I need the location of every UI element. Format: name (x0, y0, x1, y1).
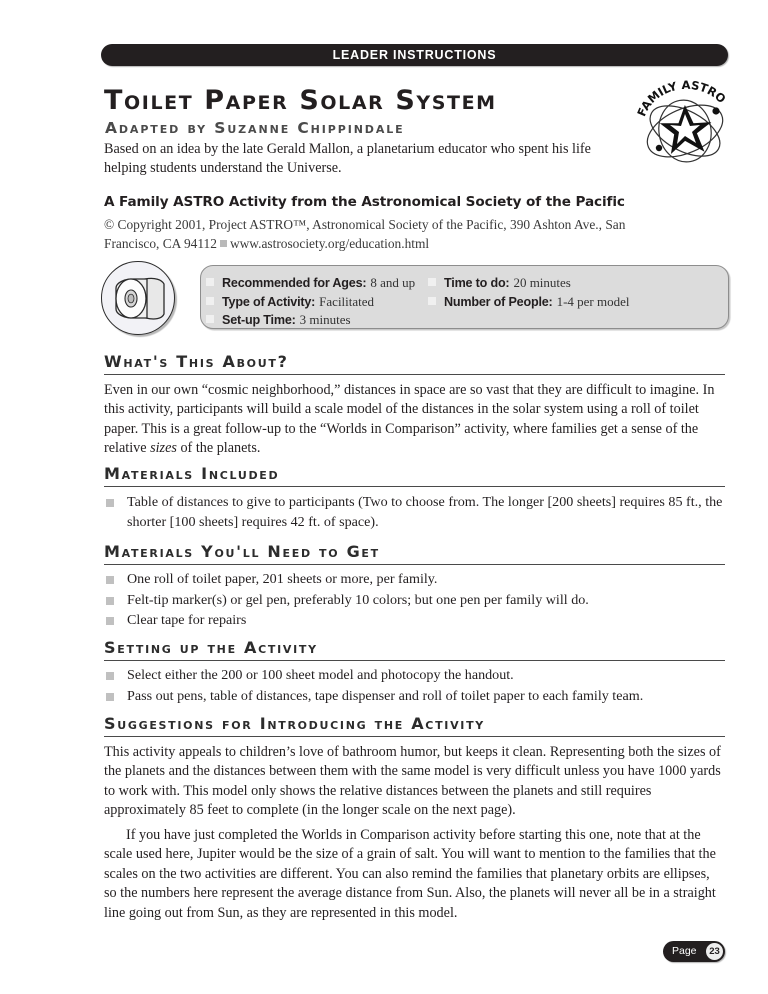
list-item-text: Select either the 200 or 100 sheet model and photocopy the handout. (127, 667, 514, 683)
electron-dot-upper (712, 107, 719, 114)
square-bullet-icon (428, 297, 436, 305)
family-astro-logo (635, 74, 735, 168)
paragraph-suggestions-1: This activity appeals to children’s love of bathroom humor, but keeps it clean. Representing both the sizes of the planets and the distances between them with the same model is very difficult unless you have 1000 yards to work with. This model only shows the relative distances between the planets and still requires approximately 85 feet to complete (in the longer scale on the next page). (104, 744, 721, 819)
list-item (104, 611, 725, 631)
info-row-number-of-people (428, 293, 718, 312)
list-item (104, 570, 725, 590)
square-bullet-icon (206, 278, 214, 286)
page-number-badge (663, 941, 725, 962)
page-title: Toilet Paper Solar System (104, 85, 497, 116)
list-item (104, 687, 725, 707)
section-heading-materials-included: Materials Included (104, 464, 725, 487)
website-link[interactable]: www.astrosociety.org/education.html (229, 236, 430, 251)
section-heading-materials-needed: Materials You'll Need to Get (104, 542, 725, 565)
square-bullet-icon (106, 672, 114, 680)
info-key: Number of People: (444, 294, 553, 309)
section-heading-suggestions: Suggestions for Introducing the Activity (104, 714, 725, 737)
para-emphasis: sizes (150, 440, 177, 457)
info-row-time-to-do (428, 274, 718, 293)
list-materials-included (104, 493, 725, 533)
copyright-line (104, 215, 664, 253)
square-bullet-icon (106, 693, 114, 701)
info-row-ages (206, 274, 428, 293)
para-text-a: Even in our own “cosmic neighborhood,” distances in space are so vast that they are difficult to imagine. In this activity, participants will build a scale model of the distances in the solar system using a roll of toilet paper. This is a great follow-up to the “Worlds in Comparison” activity, where families get a sense of the relative (104, 382, 715, 457)
lead-paragraph: Based on an idea by the late Gerald Mallon, a planetarium educator who spent his life helping students understand the Universe. (104, 141, 591, 176)
square-bullet-icon (106, 576, 114, 584)
list-item-text: Table of distances to give to participants (Two to choose from. The longer [200 sheets] requires 85 ft., the shorter [100 sheets] requires 42 ft. of space). (127, 494, 723, 530)
list-item-text: Pass out pens, table of distances, tape dispenser and roll of toilet paper to each family team. (127, 687, 644, 704)
toilet-paper-roll-icon (101, 261, 175, 335)
section-heading-setting-up: Setting up the Activity (104, 638, 725, 661)
activity-info-grid (206, 274, 726, 330)
paragraph-whats-this-about (104, 381, 725, 459)
banner-label: LEADER INSTRUCTIONS (332, 48, 497, 62)
section-heading-whats-this-about: What's This About? (104, 352, 725, 375)
info-row-type (206, 293, 428, 312)
list-item (104, 591, 725, 611)
square-bullet-icon (428, 278, 436, 286)
info-value: 3 minutes (299, 312, 351, 328)
square-bullet-icon (106, 597, 114, 605)
info-column-right (428, 274, 718, 311)
paragraph-suggestions-2: If you have just completed the Worlds in Comparison activity before starting this one, note that at the scale used here, Jupiter would be the size of a grain of salt. You will want to mention to the families that the scales on the two activities are different. You can also remind the families that planetary orbits are ellipses, so the numbers here represent the average distance from Sun. Also, the planets will never all be in a straight line going out from Sun, as they are represented in this model. (104, 827, 716, 921)
square-bullet-icon (106, 499, 114, 507)
square-bullet-icon (206, 315, 214, 323)
info-value: 1-4 per model (556, 293, 630, 309)
page-label: Page (672, 945, 697, 957)
info-key: Type of Activity: (222, 294, 316, 309)
logo-text: FAMILY ASTRO (635, 77, 729, 119)
separator-square-icon (220, 240, 227, 247)
list-item-text: Clear tape for repairs (127, 612, 247, 629)
electron-dot-lower (656, 145, 662, 151)
list-item-text: One roll of toilet paper, 201 sheets or more, per family. (127, 571, 438, 587)
info-column-left (206, 274, 428, 330)
square-bullet-icon (106, 617, 114, 625)
organization-line: A Family ASTRO Activity from the Astronomical Society of the Pacific (104, 194, 625, 210)
info-row-setup-time (206, 311, 428, 330)
copyright-text: © Copyright 2001, Project ASTRO™, Astronomical Society of the Pacific, 390 Ashton Ave., San Francisco, CA 94112 (104, 217, 626, 251)
list-item-text: Felt-tip marker(s) or gel pen, preferably 10 colors; but one pen per family will do. (127, 591, 589, 608)
info-key: Recommended for Ages: (222, 276, 367, 290)
list-item (104, 493, 725, 532)
list-materials-needed (104, 570, 725, 632)
leader-instructions-banner (101, 44, 728, 66)
info-key: Set-up Time: (222, 313, 296, 328)
info-value: 20 minutes (513, 275, 571, 290)
info-key: Time to do: (444, 276, 510, 290)
family-astro-logo-icon (635, 74, 735, 168)
page-number: 23 (706, 943, 723, 960)
list-setting-up (104, 666, 725, 707)
toilet-paper-roll-glyph (102, 262, 174, 334)
page-subtitle: Adapted by Suzanne Chippindale (105, 119, 405, 137)
info-value: 8 and up (370, 275, 416, 290)
list-item (104, 666, 725, 686)
square-bullet-icon (206, 297, 214, 305)
info-value: Facilitated (319, 293, 375, 309)
para-text-b: of the planets. (176, 440, 261, 457)
